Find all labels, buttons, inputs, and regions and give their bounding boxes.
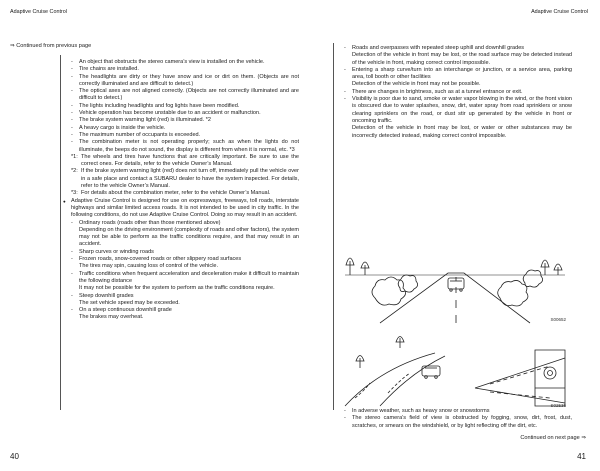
page-number-left: 40: [10, 452, 19, 461]
footnote: *2: If the brake system warning light (red) does not turn off, immediately pull the vehicle over in a safe place and contact a SUBARU dealer to have the system inspected. For details, refer to the vehicle Owner’s Manual.: [71, 168, 299, 190]
list-item: - The maximum number of occupants is exceeded.: [71, 131, 201, 138]
header-left-title: Adaptive Cruise Control: [10, 9, 67, 15]
footnote: *3: For details about the combination meter, refer to the vehicle Owner’s Manual.: [71, 190, 271, 197]
list-item: - Entering a sharp curve/turn into an interchange or junction, or a service area, parking area, toll booth or other facilities: [344, 66, 572, 81]
list-item: - Vehicle operation has become unstable due to an accident or malfunction.: [71, 110, 261, 117]
list-item: - The lights including headlights and fog lights have been modified.: [71, 102, 240, 109]
list-item: - The brake system warning light (red) is illuminated. *2: [71, 117, 211, 124]
list-item: - The headlights are dirty or they have snow and ice or dirt on them. (Objects are not correctly illuminated and are difficult to detect.): [71, 73, 299, 87]
figure-dust-road-drawing: [340, 243, 570, 325]
sub-item-text: The tires may spin, causing loss of control of the vehicle.: [79, 263, 219, 270]
arrow-right-icon: ⇒: [581, 435, 586, 441]
figure-code: S02536: [550, 403, 566, 408]
figure-dust-road: [340, 243, 570, 325]
header-right-title: Adaptive Cruise Control: [531, 9, 588, 15]
sub-item-text: The set vehicle speed may be exceeded.: [79, 299, 180, 306]
list-item: - The combination meter is not operating properly; such as when the lights do not illuminate, the beeps do not sound, the display is different from when it is normal, etc. *3: [71, 139, 299, 153]
sub-item: - Ordinary roads (roads other than those mentioned above): [71, 219, 221, 226]
continued-on-text: Continued on next page: [520, 435, 580, 441]
list-item: - Roads and overpasses with repeated steep uphill and downhill grades: [344, 45, 525, 51]
left-column: [63, 59, 299, 322]
list-item: - Visibility is poor due to sand, smoke or water vapor blowing in the wind, or the front vision is obscured due to water splashes, snow, dirt, water spray from road sprinklers or snow clearing sprinklers on the road, or dust stir up generated by the vehicle in front or oncoming traffic.: [344, 96, 572, 124]
list-item: - In adverse weather, such as heavy snow or snowstorms: [344, 408, 490, 414]
continued-from-text: Continued from previous page: [16, 43, 92, 49]
right-column-bottom: [340, 408, 572, 430]
sub-item: - Frozen roads, snow-covered roads or other slippery road surfaces: [71, 256, 242, 263]
sub-item: - Traffic conditions when frequent acceleration and deceleration make it difficult to maintain the following distance: [71, 270, 299, 284]
sub-item: - On a steep continuous downhill grade: [71, 307, 172, 314]
figure-code: S00652: [550, 317, 566, 322]
continued-on-next: [520, 435, 586, 441]
left-column-rule: [60, 55, 61, 410]
right-column-rule: [333, 43, 334, 410]
list-item: - An object that obstructs the stereo camera’s view is installed on the vehicle.: [71, 59, 265, 65]
page-number-right: 41: [577, 452, 586, 461]
arrow-right-icon: ⇒: [10, 43, 15, 49]
list-item-text: Detection of the vehicle in front may be lost, or water or other substances may be incorrectly detected instead, making correct control impossible.: [352, 125, 572, 139]
sub-item-text: Depending on the driving environment (complexity of roads and other factors), the system may not be able to perform as the traffic conditions require, and that may result in an accident.: [79, 226, 299, 248]
list-item: - There are changes in brightness, such as at a tunnel entrance or exit.: [344, 88, 523, 95]
footnote: *1: The wheels and tires have functions that are critically important. Be sure to use the correct ones. For details, refer to the vehicle Owner’s Manual.: [71, 153, 299, 168]
figure-headlights: [340, 328, 570, 410]
sub-item-text: The brakes may overheat.: [79, 314, 144, 321]
right-column: [340, 45, 572, 140]
figure-headlights-drawing: [340, 328, 570, 410]
sub-item: - Steep downhill grades: [71, 292, 134, 299]
sub-item-text: It may not be possible for the system to perform as the traffic conditions require.: [79, 285, 275, 292]
list-item-text: Detection of the vehicle in front may be lost, or the road surface may be detected instead of the vehicle in front, making correct control impossible.: [352, 52, 572, 66]
sub-item: - Sharp curves or winding roads: [71, 248, 154, 255]
list-item: - Tire chains are installed.: [71, 66, 139, 73]
main-bullet: ● Adaptive Cruise Control is designed for use on expressways, freeways, toll roads, interstate highways and similar limited access roads. It is not intended to be used in city traffic. In the following conditions, do not use Adaptive Cruise Control. Doing so may result in an accident.: [63, 197, 299, 219]
list-item-text: Detection of the vehicle in front may not be possible.: [352, 81, 481, 88]
list-item: - The optical axes are not aligned correctly. (Objects are not correctly illuminated and are difficult to detect.): [71, 88, 299, 102]
continued-from-previous: [10, 43, 91, 49]
list-item: - A heavy cargo is inside the vehicle.: [71, 124, 166, 131]
list-item: - The stereo camera’s field of view is obstructed by fogging, snow, dirt, frost, dust, scratches, or smears on the windshield, or by light reflecting off the dirt, etc.: [344, 415, 572, 429]
